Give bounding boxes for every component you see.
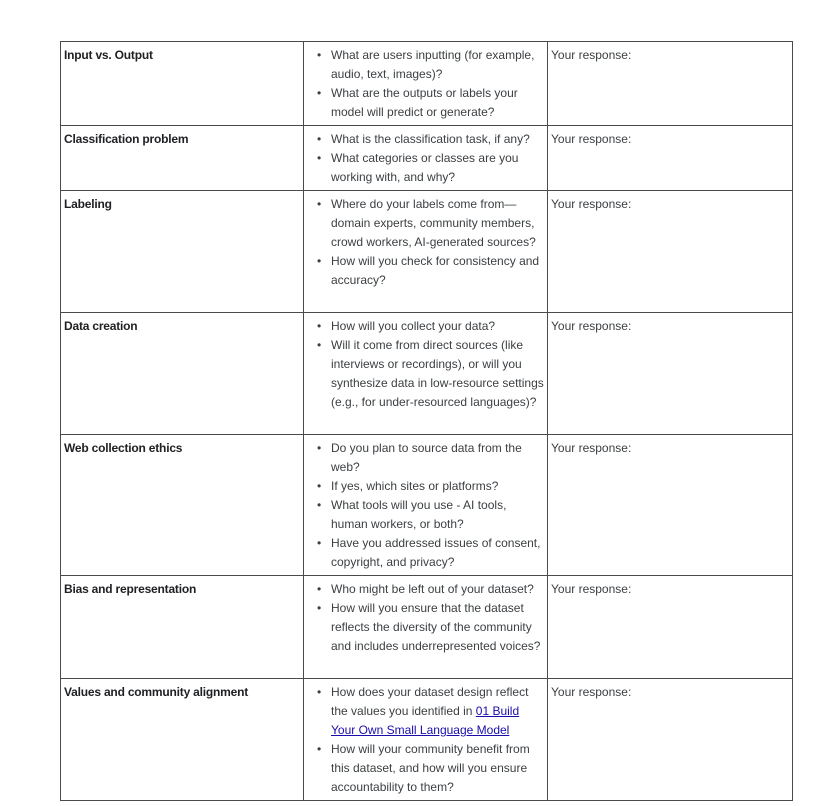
question-item: • What tools will you use - AI tools, human workers, or both? [331, 496, 544, 534]
table-row [61, 313, 793, 435]
response-cell[interactable]: Your response: [548, 435, 793, 576]
response-cell[interactable]: Your response: [548, 126, 793, 191]
question-list [307, 46, 544, 122]
topic-cell: Web collection ethics [61, 435, 304, 576]
question-item: • Where do your labels come from— domain experts, community members, crowd workers, AI-generated sources? [331, 195, 544, 252]
table-row [61, 679, 793, 801]
question-item: • How will you collect your data? [331, 317, 544, 336]
question-item: • How will you check for consistency and accuracy? [331, 252, 544, 290]
question-item: • How will you ensure that the dataset reflects the diversity of the community and includes underrepresented voices? [331, 599, 544, 656]
questions-cell [304, 679, 548, 801]
questions-cell [304, 313, 548, 435]
table-row [61, 191, 793, 313]
questions-cell [304, 576, 548, 679]
question-item: • How will your community benefit from this dataset, and how will you ensure accountability to them? [331, 740, 544, 797]
topic-cell: Labeling [61, 191, 304, 313]
question-list [307, 195, 544, 290]
question-list [307, 580, 544, 656]
questions-cell [304, 435, 548, 576]
question-item [331, 683, 544, 740]
table-row [61, 435, 793, 576]
question-item: • Do you plan to source data from the web? [331, 439, 544, 477]
question-item: • What are users inputting (for example, audio, text, images)? [331, 46, 544, 84]
topic-cell: Bias and representation [61, 576, 304, 679]
question-item: • Will it come from direct sources (like interviews or recordings), or will you synthesize data in low-resource settings (e.g., for under-resourced languages)? [331, 336, 544, 412]
topic-cell: Data creation [61, 313, 304, 435]
topic-cell: Input vs. Output [61, 42, 304, 126]
question-list [307, 317, 544, 412]
worksheet-table [60, 41, 793, 801]
question-text: How does your dataset design reflect the values you identified in [331, 685, 529, 718]
question-item: • Who might be left out of your dataset? [331, 580, 544, 599]
topic-cell: Values and community alignment [61, 679, 304, 801]
response-cell[interactable]: Your response: [548, 679, 793, 801]
response-cell[interactable]: Your response: [548, 576, 793, 679]
questions-cell [304, 126, 548, 191]
table-row [61, 576, 793, 679]
question-list [307, 683, 544, 797]
table-row [61, 126, 793, 191]
response-cell[interactable]: Your response: [548, 191, 793, 313]
question-list [307, 130, 544, 187]
question-item: • Have you addressed issues of consent, copyright, and privacy? [331, 534, 544, 572]
question-item: • What is the classification task, if any? [331, 130, 544, 149]
topic-cell: Classification problem [61, 126, 304, 191]
build-slm-link[interactable]: 01 Build Your Own Small Language Model [331, 704, 520, 737]
questions-cell [304, 42, 548, 126]
question-item: • If yes, which sites or platforms? [331, 477, 544, 496]
questions-cell [304, 191, 548, 313]
response-cell[interactable]: Your response: [548, 313, 793, 435]
table-row [61, 42, 793, 126]
question-list [307, 439, 544, 572]
response-cell[interactable]: Your response: [548, 42, 793, 126]
question-item: • What are the outputs or labels your model will predict or generate? [331, 84, 544, 122]
question-item: • What categories or classes are you working with, and why? [331, 149, 544, 187]
